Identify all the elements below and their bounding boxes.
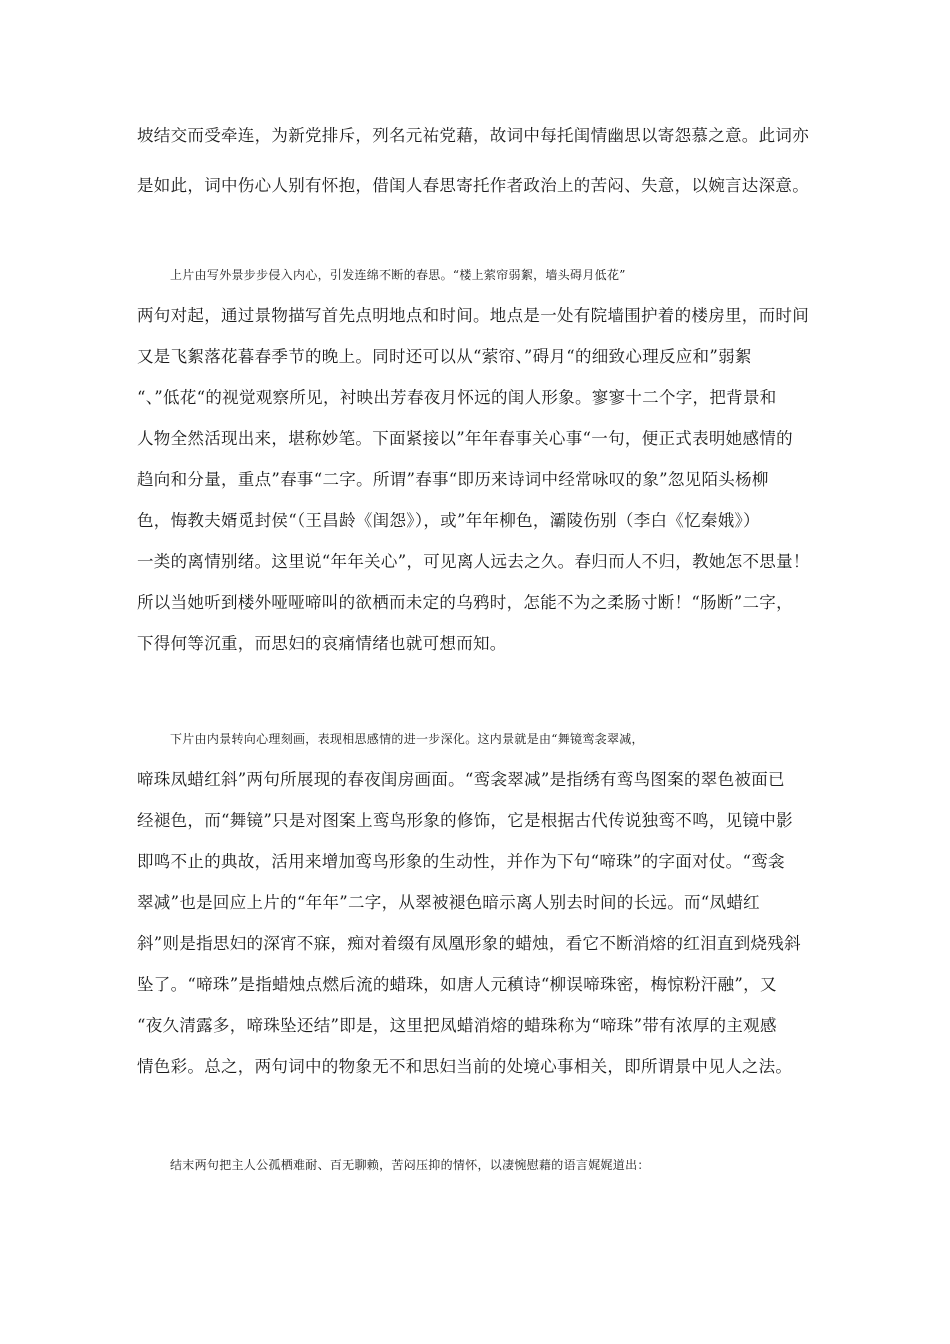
paragraph-2-line-8: 一类的离情别绪。这里说“年年关心”，可见离人远去之久。春归而人不归，教她怎不思量！ [137,552,810,571]
paragraph-2-line-9: 所以当她听到楼外哑哑啼叫的欲栖而未定的乌鸦时，怎能不为之柔肠寸断！“肠断”二字， [137,593,793,612]
paragraph-1-line-1: 坡结交而受牵连，为新党排斥，列名元祐党藉，故词中每托闺情幽思以寄怨慕之意。此词亦 [137,126,809,145]
paragraph-3-line-1: 下片由内景转向心理刻画，表现相思感情的进一步深化。这内景就是由“舞镜鸾衾翠减， [170,732,644,746]
paragraph-2-line-7: 色，悔教夫婿觅封侯“（王昌龄《闺怨》），或”年年柳色，灞陵伤别（李白《忆秦娥》） [137,511,760,530]
paragraph-3-line-6: 斜”则是指思妇的深宵不寐，痴对着缀有凤凰形象的蜡烛，看它不断消熔的红泪直到烧残斜 [137,934,801,953]
paragraph-2-line-6: 趋向和分量，重点”春事“二字。所谓”春事“即历来诗词中经常咏叹的象”忽见陌头杨柳 [137,470,769,489]
paragraph-2-line-1: 上片由写外景步步侵入内心，引发连绵不断的春思。“楼上萦帘弱絮，墙头碍月低花” [170,268,626,282]
paragraph-3-line-5: 翠减”也是回应上片的“年年”二字，从翠被褪色暗示离人别去时间的长远。而“凤蜡红 [137,893,760,912]
paragraph-3-line-3: 经褪色，而“舞镜”只是对图案上鸾鸟形象的修饰，它是根据古代传说独鸾不鸣，见镜中影 [137,811,793,830]
paragraph-3-line-9: 情色彩。总之，两句词中的物象无不和思妇当前的处境心事相关，即所谓景中见人之法。 [137,1057,793,1076]
paragraph-3-line-7: 坠了。“啼珠”是指蜡烛点燃后流的蜡珠，如唐人元稹诗“柳误啼珠密，梅惊粉汗融”，又 [137,975,777,994]
paragraph-2-line-5: 人物全然活现出来，堪称妙笔。下面紧接以”年年春事关心事“一句，便正式表明她感情的 [137,429,793,448]
paragraph-4-line-1: 结末两句把主人公孤栖难耐、百无聊赖，苦闷压抑的情怀，以凄惋慰藉的语言娓娓道出： [170,1158,650,1172]
paragraph-3-line-4: 即鸣不止的典故，活用来增加鸾鸟形象的生动性，并作为下句“啼珠”的字面对仗。“鸾衾 [137,852,785,871]
paragraph-2-line-4: “、”低花“的视觉观察所见，衬映出芳春夜月怀远的闺人形象。寥寥十二个字，把背景和 [137,388,777,407]
paragraph-3-line-8: “夜久清露多，啼珠坠还结”即是，这里把凤蜡消熔的蜡珠称为“啼珠”带有浓厚的主观感 [137,1016,777,1035]
paragraph-3-line-2: 啼珠凤蜡红斜”两句所展现的春夜闺房画面。“鸾衾翠减”是指绣有鸾鸟图案的翠色被面已 [137,770,785,789]
paragraph-2-line-3: 又是飞絮落花暮春季节的晚上。同时还可以从“萦帘、”碍月“的细致心理反应和”弱絮 [137,347,752,366]
paragraph-2-line-10: 下得何等沉重，而思妇的哀痛情绪也就可想而知。 [137,634,507,653]
paragraph-2-line-2: 两句对起，通过景物描写首先点明地点和时间。地点是一处有院墙围护着的楼房里，而时间 [137,306,809,325]
paragraph-1-line-2: 是如此，词中伤心人别有怀抱，借闺人春思寄托作者政治上的苦闷、失意，以婉言达深意。 [137,176,809,195]
